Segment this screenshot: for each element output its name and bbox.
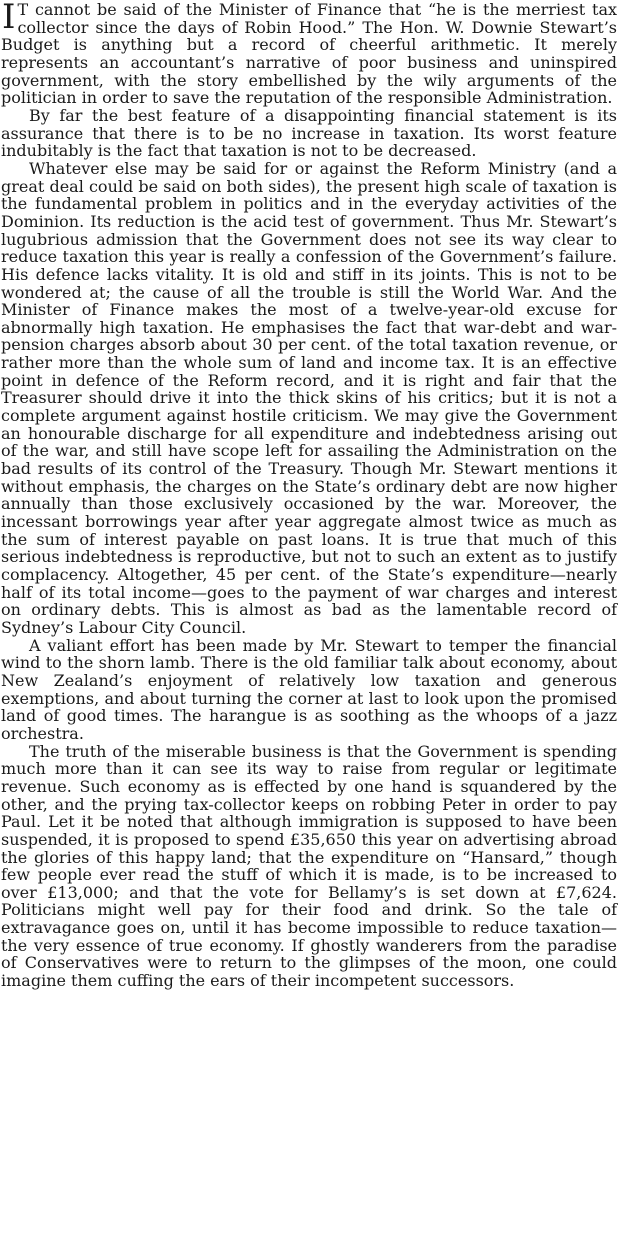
article-paragraph-2: By far the best feature of a disappointing financial statement is its assurance that there is to be no increase in taxation. Its worst feature indubitably is the fact that taxation is not to be decreased.	[1, 105, 617, 161]
paragraph-1-text: T cannot be said of the Minister of Finance that “he is the merriest tax collector since the days of Robin Hood.” The Hon. W. Downie Stewart’s Budget is anything but a record of cheerful arithmetic. It merely represents an accountant’s narrative of poor business and uninspired government, with the story embellished by the wily arguments of the politician in order to save the reputation of the responsible Administration.	[1, 0, 617, 108]
drop-cap: I	[2, 0, 16, 37]
article-paragraph-4: A valiant effort has been made by Mr. Stewart to temper the financial wind to the shorn lamb. There is the old familiar talk about economy, about New Zealand’s enjoyment of relatively low taxation and generous exemptions, and about turning the corner at last to look upon the promised land of good times. The harangue is as soothing as the whoops of a jazz orchestra.	[1, 635, 617, 743]
article-paragraph-5: The truth of the miserable business is that the Government is spending much more than it can see its way to raise from regular or legitimate revenue. Such economy as is effected by one hand is squandered by the other, and the prying tax-collector keeps on robbing Peter in order to pay Paul. Let it be noted that although immigration is supposed to have been suspended, it is proposed to spend £35,650 this year on advertising abroad the glories of this happy land; that the expenditure on “Hansard,” though few people ever read the stuff of which it is made, is to be increased to over £13,000; and that the vote for Bellamy’s is set down at £7,624. Politicians might well pay for their food and drink. So the tale of extravagance goes on, until it has become impossible to reduce taxation—the very essence of true economy. If ghostly wanderers from the paradise of Conservatives were to return to the glimpses of the moon, one could imagine them cuffing the ears of their incompetent successors.	[1, 741, 617, 991]
article-paragraph-1	[1, 1, 617, 107]
article-paragraph-3: Whatever else may be said for or against the Reform Ministry (and a great deal could be said on both sides), the present high scale of taxation is the fundamental problem in politics and in the everyday activities of the Dominion. Its reduction is the acid test of government. Thus Mr. Stewart’s lugubrious admission that the Government does not see its way clear to reduce taxation this year is really a confession of the Government’s failure. His defence lacks vitality. It is old and stiff in its joints. This is not to be wondered at; the cause of all the trouble is still the World War. And the Minister of Finance makes the most of a twelve-year-old excuse for abnormally high taxation. He emphasises the fact that war-debt and war-pension charges absorb about 30 per cent. of the total taxation revenue, or rather more than the whole sum of land and income tax. It is an effective point in defence of the Reform record, and it is right and fair that the Treasurer should drive it into the thick skins of his critics; but it is not a complete argument against hostile criticism. We may give the Government an honourable discharge for all expenditure and indebtedness arising out of the war, and still have scope left for assailing the Administration on the bad results of its control of the Treasury. Though Mr. Stewart mentions it without emphasis, the charges on the State’s ordinary debt are now higher annually than those exclusively occasioned by the war. Moreover, the incessant borrowings year after year aggregate almost twice as much as the sum of interest payable on past loans. It is true that much of this serious indebtedness is reproductive, but not to such an extent as to justify complacency. Altogether, 45 per cent. of the State’s expenditure—nearly half of its total income—goes to the payment of war charges and interest on ordinary debts. This is almost as bad as the lamentable record of Sydney’s Labour City Council.	[1, 158, 617, 637]
